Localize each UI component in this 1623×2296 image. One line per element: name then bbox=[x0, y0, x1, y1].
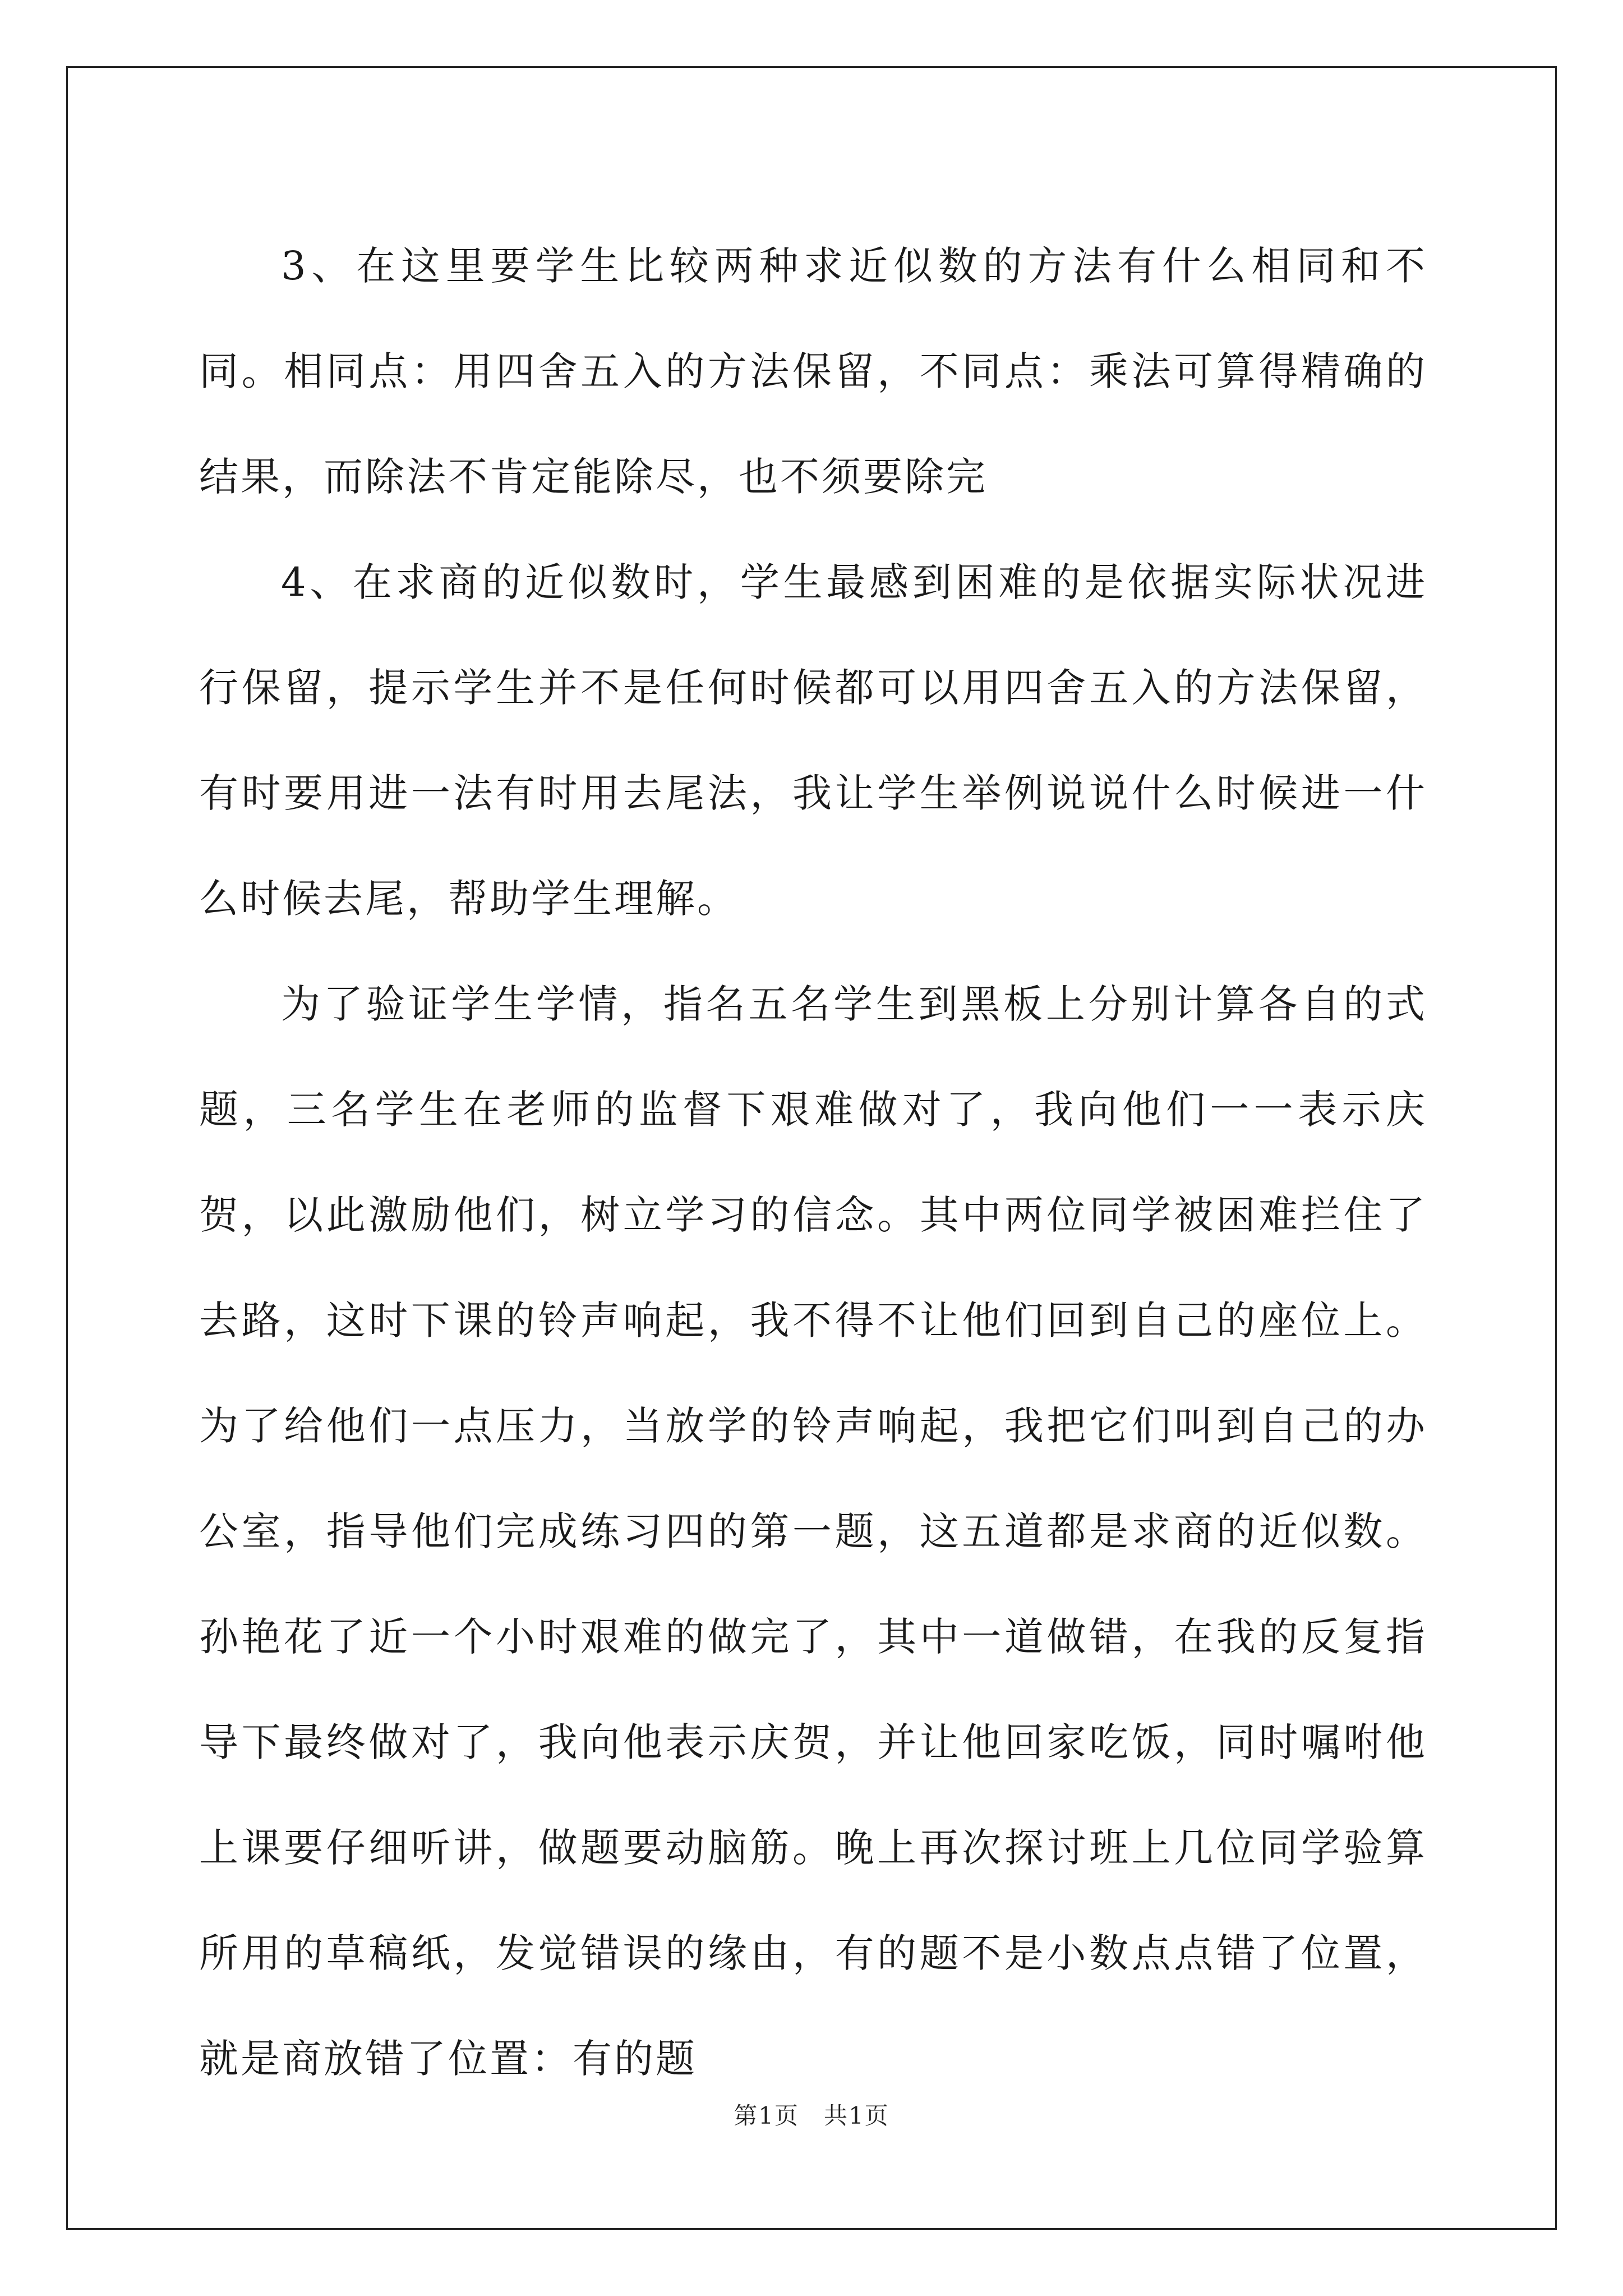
page-number-footer: 第1页 共1页 bbox=[734, 2102, 889, 2129]
paragraph-2: 4、在求商的近似数时，学生最感到困难的是依据实际状况进行保留，提示学生并不是任何时候都可以用四舍五入的方法保留，有时要用进一法有时用去尾法，我让学生举例说说什么时候进一什么时候去尾，帮助学生理解。 bbox=[199, 559, 1427, 922]
paragraph-3: 为了验证学生学情，指名五名学生到黑板上分别计算各自的式题，三名学生在老师的监督下艰难做对了，我向他们一一表示庆贺，以此激励他们，树立学习的信念。其中两位同学被困难拦住了去路，这时下课的铃声响起，我不得不让他们回到自己的座位上。为了给他们一点压力，当放学的铃声响起，我把它们叫到自己的办公室，指导他们完成练习四的第一题，这五道都是求商的近似数。孙艳花了近一个小时艰难的做完了，其中一道做错，在我的反复指导下最终做对了，我向他表示庆贺，并让他回家吃饭，同时嘱咐他上课要仔细听讲，做题要动脑筋。晚上再次探讨班上几位同学验算所用的草稿纸，发觉错误的缘由，有的题不是小数点点错了位置，就是商放错了位置：有的题 bbox=[199, 981, 1427, 2082]
paragraph-1: 3、在这里要学生比较两种求近似数的方法有什么相同和不同。相同点：用四舍五入的方法保留，不同点：乘法可算得精确的结果，而除法不肯定能除尽，也不须要除完 bbox=[199, 243, 1427, 500]
document-body bbox=[199, 213, 1427, 2111]
